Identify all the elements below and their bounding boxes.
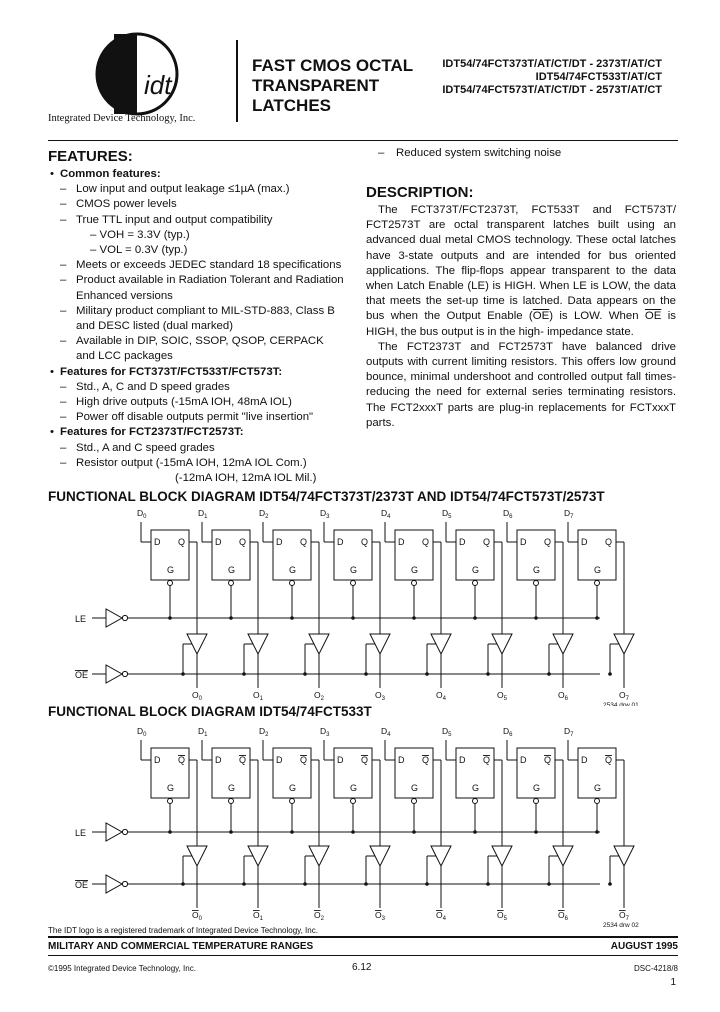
output-label-o7: $O_7$ (619, 910, 629, 922)
latch-g-label: G (350, 565, 358, 575)
junction-dot (412, 830, 416, 834)
title-line: TRANSPARENT (252, 76, 380, 95)
part-numbers (442, 58, 662, 97)
input-label-d0: $D_0$ (137, 508, 147, 520)
output-label-o4: $O_4$ (436, 690, 446, 702)
copyright: ©1995 Integrated Device Technology, Inc. (48, 964, 196, 973)
drawing-code: 2534 drw 02 (603, 922, 639, 929)
feature-item: – Military product compliant to MIL-STD-883, Class B (60, 304, 335, 317)
junction-dot (303, 672, 307, 676)
g-bubble (534, 799, 539, 804)
feature-item-continued: – Reduced system switching noise (378, 147, 562, 159)
junction-dot (473, 616, 477, 620)
junction-dot (547, 672, 551, 676)
junction-dot (242, 672, 246, 676)
junction-dot (242, 882, 246, 886)
le-buffer-symbol (106, 609, 122, 627)
latch-g-label: G (167, 783, 175, 793)
g-bubble (290, 799, 295, 804)
latch-q-label: Q (239, 537, 247, 547)
latch-q-label: Q (239, 755, 247, 765)
junction-dot (412, 616, 416, 620)
feature-item: and LCC packages (76, 350, 173, 363)
junction-dot (168, 830, 172, 834)
drawing-code: 2534 drw 01 (603, 702, 639, 706)
g-bubble (595, 581, 600, 586)
output-label-o0: $O_0$ (192, 910, 202, 922)
output-label-o7: $O_7$ (619, 690, 629, 702)
latch-g-label: G (228, 565, 236, 575)
latch-d-label: D (398, 755, 405, 765)
description-text (366, 203, 676, 431)
output-label-o4: $O_4$ (436, 910, 446, 922)
g-bubble (473, 799, 478, 804)
page-title (252, 56, 413, 116)
input-label-d3: $D_3$ (320, 726, 330, 738)
feature-item: – Meets or exceeds JEDEC standard 18 specifications (60, 259, 342, 272)
latch-g-label: G (533, 565, 541, 575)
output-label-o6: $O_6$ (558, 910, 568, 922)
feature-item: – VOH = 3.3V (typ.) (90, 228, 190, 241)
g-bubble (229, 799, 234, 804)
feature-item: Enhanced versions (76, 289, 173, 302)
g-bubble (473, 581, 478, 586)
latch-q-label: Q (422, 537, 430, 547)
inverter-bubble (122, 829, 127, 834)
feature-item: and DESC listed (dual marked) (76, 320, 234, 333)
latch-q-label: Q (178, 755, 186, 765)
junction-dot (486, 882, 490, 886)
le-label: LE (75, 614, 87, 624)
junction-dot (608, 882, 612, 886)
latch-q-label: Q (178, 537, 186, 547)
latch-q-label: Q (300, 537, 308, 547)
latch-d-label: D (154, 755, 161, 765)
output-label-o5: $O_5$ (497, 910, 507, 922)
description-paragraph: The FCT373T/FCT2373T, FCT533T and FCT573T/ FCT2573T are octal transparent latches built using an advanced dual metal CMOS technology. These octal latches have 3-state outputs and are intended for bus oriented applications. The flip-flops appear transparent to the data when Latch Enable (LE) is HIGH. When LE is LOW, the data that meets the set-up time is latched. Data appears on the bus when the Output Enable $(\overline{OE})$ is LOW. When $\overline{OE}$ is HIGH, the bus output is in the high- impedance state. (366, 204, 676, 338)
latch-g-label: G (472, 783, 480, 793)
description-paragraph: The FCT2373T and FCT2573T have balanced drive outputs with current limiting resistors. This offers low ground bounce, minimal undershoot and controlled output fall times-reducing the need for external series terminating resistors. The FCT2xxxT parts are plug-in replacements for FCTxxxT parts. (366, 340, 676, 429)
description-heading: DESCRIPTION: (366, 184, 474, 201)
feature-item: – Low input and output leakage ≤1µA (max.) (60, 183, 290, 196)
input-label-d6: $D_6$ (503, 726, 513, 738)
feature-item: – CMOS power levels (60, 198, 177, 211)
inverter-bubble (122, 671, 127, 676)
latch-d-label: D (581, 537, 588, 547)
output-label-o0: $O_0$ (192, 690, 202, 702)
features-list (48, 167, 358, 486)
part-number: IDT54/74FCT573T/AT/CT/DT - 2573T/AT/CT (442, 84, 662, 96)
logo-text: idt (144, 70, 172, 100)
output-label-o3: $O_3$ (375, 910, 385, 922)
junction-dot (425, 882, 429, 886)
idt-logo (92, 28, 182, 120)
junction-dot (168, 616, 172, 620)
input-label-d2: $D_2$ (259, 726, 269, 738)
issue-date: AUGUST 1995 (610, 941, 678, 952)
junction-dot (290, 616, 294, 620)
header-divider (236, 40, 238, 122)
junction-dot (364, 672, 368, 676)
output-label-o3: $O_3$ (375, 690, 385, 702)
header (0, 0, 720, 140)
oe-label: OE (75, 670, 89, 680)
output-label-o1: $O_1$ (253, 690, 263, 702)
oe-buffer-symbol (106, 665, 122, 683)
g-bubble (168, 581, 173, 586)
junction-dot (229, 616, 233, 620)
output-label-o6: $O_6$ (558, 690, 568, 702)
latch-q-label: Q (483, 537, 491, 547)
inverter-bubble (122, 881, 127, 886)
le-label: LE (75, 828, 87, 838)
latch-q-label: Q (544, 755, 552, 765)
latch-g-label: G (533, 783, 541, 793)
g-bubble (412, 581, 417, 586)
feature-item: • Features for FCT2373T/FCT2573T: (50, 426, 244, 439)
input-label-d4: $D_4$ (381, 726, 391, 738)
input-label-d2: $D_2$ (259, 508, 269, 520)
oe-label: OE (75, 880, 89, 890)
g-bubble (229, 581, 234, 586)
junction-dot (229, 830, 233, 834)
input-label-d1: $D_1$ (198, 726, 208, 738)
input-label-d5: $D_5$ (442, 508, 452, 520)
latch-d-label: D (398, 537, 405, 547)
junction-dot (303, 882, 307, 886)
latch-d-label: D (581, 755, 588, 765)
latch-d-label: D (520, 537, 527, 547)
latch-q-label: Q (361, 755, 369, 765)
trademark-note: The IDT logo is a registered trademark of Integrated Device Technology, Inc. (48, 926, 318, 935)
output-label-o2: $O_2$ (314, 690, 324, 702)
latch-q-label: Q (300, 755, 308, 765)
latch-d-label: D (459, 537, 466, 547)
footer-rule (48, 936, 678, 938)
latch-g-label: G (350, 783, 358, 793)
input-label-d1: $D_1$ (198, 508, 208, 520)
input-label-d5: $D_5$ (442, 726, 452, 738)
latch-q-label: Q (605, 537, 613, 547)
junction-dot (534, 616, 538, 620)
feature-item: – True TTL input and output compatibility (60, 213, 273, 226)
diagram-1-title: FUNCTIONAL BLOCK DIAGRAM IDT54/74FCT373T/2373T AND IDT54/74FCT573T/2573T (48, 489, 605, 504)
title-line: FAST CMOS OCTAL (252, 56, 414, 75)
g-bubble (534, 581, 539, 586)
header-rule (48, 140, 678, 141)
input-label-d0: $D_0$ (137, 726, 147, 738)
feature-item: • Features for FCT373T/FCT533T/FCT573T: (50, 365, 283, 378)
latch-d-label: D (276, 755, 283, 765)
junction-dot (181, 672, 185, 676)
section-number: 6.12 (352, 962, 372, 973)
input-label-d7: $D_7$ (564, 726, 574, 738)
junction-dot (534, 830, 538, 834)
latch-g-label: G (594, 565, 602, 575)
latch-g-label: G (167, 565, 175, 575)
latch-g-label: G (289, 565, 297, 575)
input-label-d6: $D_6$ (503, 508, 513, 520)
footer-rule-2 (48, 955, 678, 956)
feature-item: – Resistor output (-15mA IOH, 12mA IOL Com.) (60, 456, 307, 469)
g-bubble (351, 581, 356, 586)
company-name: Integrated Device Technology, Inc. (48, 113, 196, 124)
junction-dot (364, 882, 368, 886)
diagram-2-title: FUNCTIONAL BLOCK DIAGRAM IDT54/74FCT533T (48, 704, 372, 719)
feature-item: – Std., A and C speed grades (60, 441, 215, 454)
le-buffer-symbol (106, 823, 122, 841)
latch-d-label: D (154, 537, 161, 547)
latch-d-label: D (215, 755, 222, 765)
junction-dot (595, 616, 599, 620)
latch-g-label: G (228, 783, 236, 793)
block-diagram-1 (48, 506, 688, 706)
latch-g-label: G (472, 565, 480, 575)
feature-item: – Std., A, C and D speed grades (60, 380, 230, 393)
input-label-d7: $D_7$ (564, 508, 574, 520)
part-number: IDT54/74FCT533T/AT/CT (535, 71, 662, 83)
feature-item: – Product available in Radiation Tolerant and Radiation (60, 274, 344, 287)
document-number: DSC-4218/8 (633, 964, 678, 973)
latch-q-label: Q (605, 755, 613, 765)
junction-dot (608, 672, 612, 676)
feature-item: – Power off disable outputs permit "live insertion" (60, 411, 314, 424)
latch-d-label: D (520, 755, 527, 765)
feature-item: – VOL = 0.3V (typ.) (90, 244, 188, 257)
latch-q-label: Q (544, 537, 552, 547)
input-label-d4: $D_4$ (381, 508, 391, 520)
features-heading: FEATURES: (48, 148, 133, 165)
latch-g-label: G (411, 783, 419, 793)
g-bubble (290, 581, 295, 586)
g-bubble (412, 799, 417, 804)
page-number: 1 (670, 977, 676, 988)
latch-d-label: D (337, 537, 344, 547)
latch-g-label: G (289, 783, 297, 793)
feature-item: (-12mA IOH, 12mA IOL Mil.) (175, 472, 317, 485)
latch-d-label: D (459, 755, 466, 765)
g-bubble (595, 799, 600, 804)
latch-d-label: D (276, 537, 283, 547)
temperature-ranges: MILITARY AND COMMERCIAL TEMPERATURE RANGES (48, 941, 314, 952)
junction-dot (181, 882, 185, 886)
output-label-o2: $O_2$ (314, 910, 324, 922)
latch-d-label: D (337, 755, 344, 765)
feature-item: – High drive outputs (-15mA IOH, 48mA IOL) (60, 396, 292, 409)
latch-q-label: Q (422, 755, 430, 765)
latch-d-label: D (215, 537, 222, 547)
g-bubble (168, 799, 173, 804)
output-label-o5: $O_5$ (497, 690, 507, 702)
inverter-bubble (122, 615, 127, 620)
g-bubble (351, 799, 356, 804)
junction-dot (351, 616, 355, 620)
junction-dot (290, 830, 294, 834)
output-label-o1: $O_1$ (253, 910, 263, 922)
part-number: IDT54/74FCT373T/AT/CT/DT - 2373T/AT/CT (442, 58, 662, 70)
latch-q-label: Q (483, 755, 491, 765)
junction-dot (486, 672, 490, 676)
input-label-d3: $D_3$ (320, 508, 330, 520)
oe-buffer-symbol (106, 875, 122, 893)
feature-item: • Common features: (50, 168, 161, 180)
junction-dot (425, 672, 429, 676)
junction-dot (547, 882, 551, 886)
latch-g-label: G (411, 565, 419, 575)
block-diagram-2 (48, 722, 688, 932)
title-line: LATCHES (252, 96, 332, 115)
junction-dot (351, 830, 355, 834)
feature-item: – Available in DIP, SOIC, SSOP, QSOP, CERPACK (60, 335, 324, 348)
latch-q-label: Q (361, 537, 369, 547)
latch-g-label: G (594, 783, 602, 793)
junction-dot (473, 830, 477, 834)
junction-dot (595, 830, 599, 834)
